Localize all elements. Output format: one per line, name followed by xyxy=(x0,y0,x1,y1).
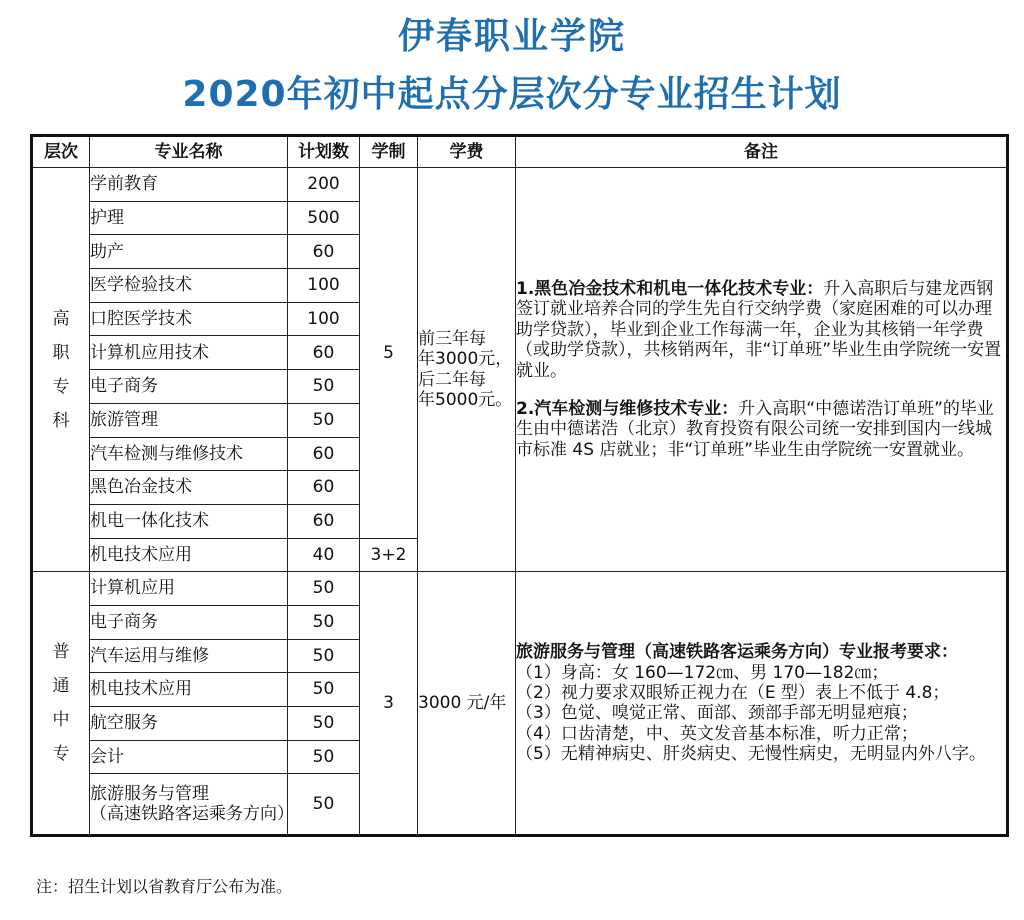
major-name-line: 旅游服务与管理 xyxy=(90,783,209,804)
enrollment-plan-table xyxy=(30,134,1009,837)
level-char: 专 xyxy=(52,376,70,397)
remark-heading: 2.汽车检测与维修技术专业： xyxy=(516,399,739,420)
level-char: 科 xyxy=(52,410,70,431)
header-plan: 计划数 xyxy=(288,136,360,168)
major-name-line: （高速铁路客运乘务方向） xyxy=(90,804,294,825)
fee-line: 后二年每 xyxy=(418,369,486,390)
page-subtitle: 2020年初中起点分层次分专业招生计划 xyxy=(182,74,842,115)
remark-cell-secondary xyxy=(516,572,1008,836)
level-char: 高 xyxy=(52,308,70,329)
table-header-row xyxy=(32,136,1008,168)
fee-line: 前三年每 xyxy=(418,328,486,349)
major-name: 计算机应用 xyxy=(90,572,288,606)
plan-count: 50 xyxy=(288,707,360,741)
plan-count: 50 xyxy=(288,572,360,606)
plan-count: 60 xyxy=(288,504,360,538)
header-remark: 备注 xyxy=(516,136,1008,168)
requirement-item: （3）色觉、嗅觉正常、面部、颈部手部无明显疤痕； xyxy=(516,703,918,724)
major-name: 助产 xyxy=(90,235,288,269)
major-name: 旅游管理 xyxy=(90,403,288,437)
duration-cell: 3+2 xyxy=(360,538,418,572)
plan-count: 60 xyxy=(288,336,360,370)
remark-paragraph-2 xyxy=(516,399,1006,460)
remark-heading: 1.黑色冶金技术和机电一体化技术专业： xyxy=(516,279,824,300)
header-duration: 学制 xyxy=(360,136,418,168)
requirement-item: （1）身高：女 160—172㎝、男 170—182㎝； xyxy=(516,662,889,683)
plan-count: 50 xyxy=(288,740,360,774)
requirement-item: （4）口齿清楚，中、英文发音基本标准，听力正常； xyxy=(516,723,918,744)
plan-count: 60 xyxy=(288,235,360,269)
major-name: 汽车检测与维修技术 xyxy=(90,437,288,471)
level-char: 中 xyxy=(52,710,70,731)
level-char: 职 xyxy=(52,342,70,363)
fee-line: 年3000元， xyxy=(418,349,513,370)
remark-cell-vocational xyxy=(516,168,1008,572)
plan-count: 100 xyxy=(288,269,360,303)
level-char: 普 xyxy=(52,642,70,663)
major-name xyxy=(90,774,294,836)
major-name: 电子商务 xyxy=(90,370,288,404)
plan-count: 50 xyxy=(288,403,360,437)
remark-paragraph-1 xyxy=(516,279,1006,381)
level-cell-vocational xyxy=(32,168,90,572)
level-char: 通 xyxy=(52,676,70,697)
major-name: 机电技术应用 xyxy=(90,673,288,707)
duration-cell: 5 xyxy=(360,168,418,539)
plan-count: 60 xyxy=(288,437,360,471)
major-name: 学前教育 xyxy=(90,168,288,202)
remark-heading: 旅游服务与管理（高速铁路客运乘务方向）专业报考要求： xyxy=(516,642,958,663)
plan-count: 50 xyxy=(288,605,360,639)
page-title: 伊春职业学院 xyxy=(397,16,626,57)
remark-text: 升入高职后与建龙西钢签订就业培养合同的学生先自行交纳学费（家庭困难的可以办理助学贷款），毕业到企业工作每满一年，企业为其核销一年学费（或助学贷款），共核销两年，非“订单班”毕业生由学院统一安置就业。 xyxy=(516,279,1002,381)
plan-count: 50 xyxy=(288,639,360,673)
fee-cell: 3000 元/年 xyxy=(418,572,516,836)
fee-cell xyxy=(418,168,516,572)
requirement-item: （2）视力要求双眼矫正视力在（E 型）表上不低于 4.8； xyxy=(516,682,950,703)
major-name: 汽车运用与维修 xyxy=(90,639,288,673)
table-row xyxy=(32,572,1008,606)
major-name: 会计 xyxy=(90,740,288,774)
plan-count: 50 xyxy=(288,673,360,707)
plan-count: 200 xyxy=(288,168,360,202)
header-fee: 学费 xyxy=(418,136,516,168)
plan-count: 50 xyxy=(288,370,360,404)
plan-count: 40 xyxy=(288,538,360,572)
level-char: 专 xyxy=(52,744,70,765)
fee-line: 年5000元。 xyxy=(418,390,513,411)
major-name: 医学检验技术 xyxy=(90,269,288,303)
major-name: 计算机应用技术 xyxy=(90,336,288,370)
header-level: 层次 xyxy=(32,136,90,168)
major-name: 护理 xyxy=(90,201,288,235)
plan-count: 50 xyxy=(288,774,360,836)
table-row xyxy=(32,168,1008,202)
requirement-item: （5）无精神病史、肝炎病史、无慢性病史，无明显内外八字。 xyxy=(516,744,986,765)
plan-count: 100 xyxy=(288,302,360,336)
major-name: 黑色冶金技术 xyxy=(90,471,288,505)
duration-cell: 3 xyxy=(360,572,418,836)
footnote: 注：招生计划以省教育厅公布为准。 xyxy=(36,877,293,896)
major-name: 机电技术应用 xyxy=(90,538,288,572)
plan-count: 60 xyxy=(288,471,360,505)
header-major: 专业名称 xyxy=(90,136,288,168)
plan-count: 500 xyxy=(288,201,360,235)
level-cell-secondary xyxy=(32,572,90,836)
major-name: 航空服务 xyxy=(90,707,288,741)
major-name: 口腔医学技术 xyxy=(90,302,288,336)
major-name: 机电一体化技术 xyxy=(90,504,288,538)
major-name: 电子商务 xyxy=(90,605,288,639)
remark-text: 升入高职“中德诺浩订单班”的毕业生由中德诺浩（北京）教育投资有限公司统一安排到国内一线城市标准 4S 店就业；非“订单班”毕业生由学院统一安置就业。 xyxy=(516,399,994,460)
